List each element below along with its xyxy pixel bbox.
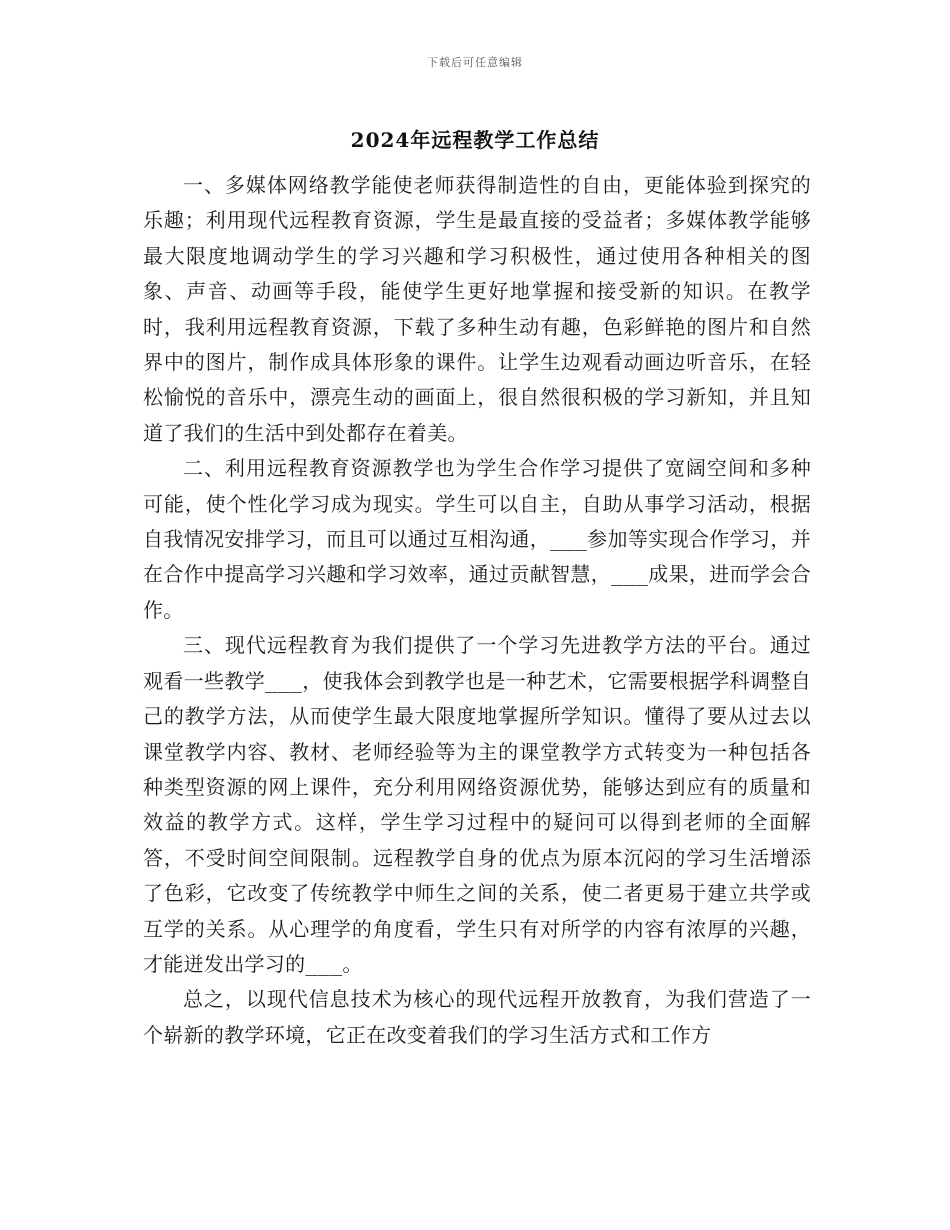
paragraph-2: 二、利用远程教育资源教学也为学生合作学习提供了宽阔空间和多种可能，使个性化学习成为现实。学生可以自主，自助从事学习活动，根据自我情况安排学习，而且可以通过互相沟通，___参加等实现合作学习，并在合作中提高学习兴趣和学习效率，通过贡献智慧，___成果，进而学会合作。 (143, 456, 811, 622)
header-note: 下载后可任意编辑 (427, 56, 523, 69)
document-title: 2024年远程教学工作总结 (350, 128, 600, 152)
paragraph-4: 总之，以现代信息技术为核心的现代远程开放教育，为我们营造了一个崭新的教学环境，它正在改变着我们的学习生活方式和工作方 (143, 987, 811, 1047)
document-body (143, 168, 811, 1053)
paragraph-1: 一、多媒体网络教学能使老师获得制造性的自由，更能体验到探究的乐趣；利用现代远程教育资源，学生是最直接的受益者；多媒体教学能够最大限度地调动学生的学习兴趣和学习积极性，通过使用各种相关的图象、声音、动画等手段，能使学生更好地掌握和接受新的知识。在教学时，我利用远程教育资源，下载了多种生动有趣，色彩鲜艳的图片和自然界中的图片，制作成具体形象的课件。让学生边观看动画边听音乐，在轻松愉悦的音乐中，漂亮生动的画面上，很自然很积极的学习新知，并且知道了我们的生活中到处都存在着美。 (143, 173, 811, 445)
paragraph-3: 三、现代远程教育为我们提供了一个学习先进教学方法的平台。通过观看一些教学___，使我体会到教学也是一种艺术，它需要根据学科调整自己的教学方法，从而使学生最大限度地掌握所学知识。懂得了要从过去以课堂教学内容、教材、老师经验等为主的课堂教学方式转变为一种包括各种类型资源的网上课件，充分利用网络资源优势，能够达到应有的质量和效益的教学方式。这样，学生学习过程中的疑问可以得到老师的全面解答，不受时间空间限制。远程教学自身的优点为原本沉闷的学习生活增添了色彩，它改变了传统教学中师生之间的关系，使二者更易于建立共学或互学的关系。从心理学的角度看，学生只有对所学的内容有浓厚的兴趣，才能迸发出学习的___。 (143, 633, 811, 976)
